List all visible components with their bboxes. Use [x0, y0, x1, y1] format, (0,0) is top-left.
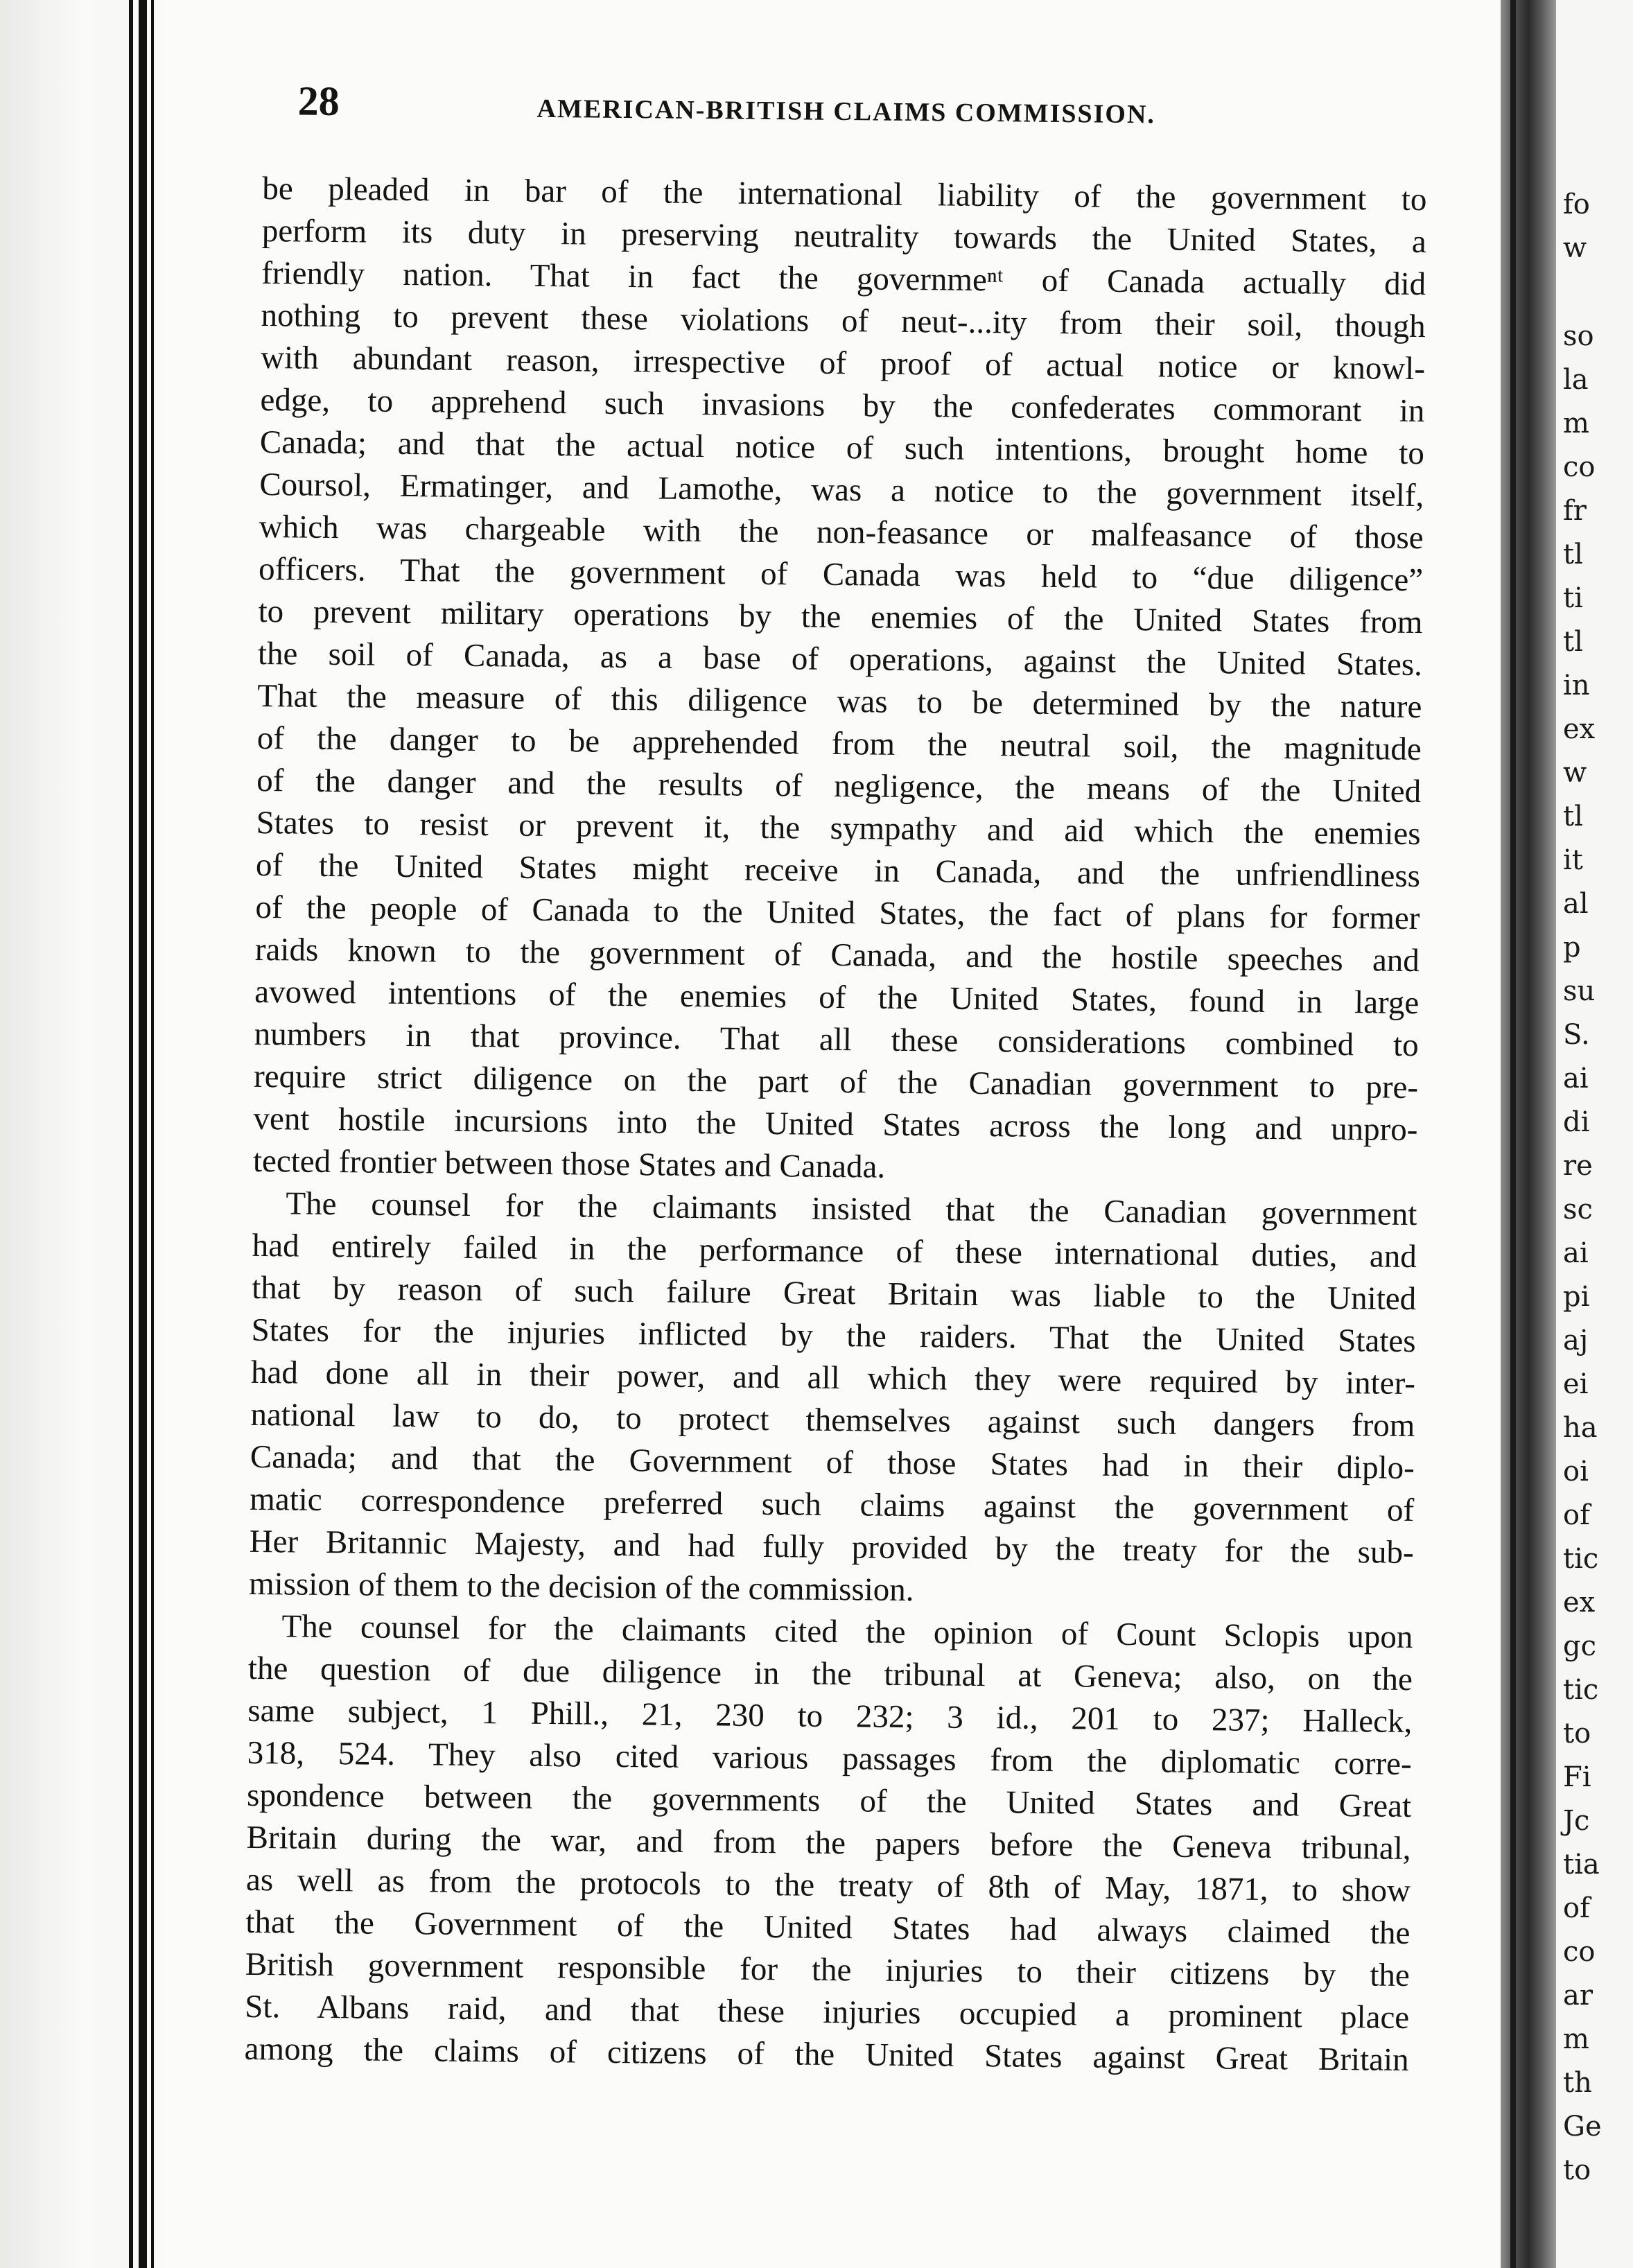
text-line: require strict diligence on the part of the Canadian government to pre- — [253, 1058, 1419, 1106]
running-title: AMERICAN-BRITISH CLAIMS COMMISSION. — [536, 94, 1156, 130]
facing-text-fragment: to — [1563, 1718, 1591, 1750]
text-line: to prevent military operations by the enemies of the United States from — [258, 593, 1423, 641]
facing-text-fragment: ti — [1563, 582, 1583, 614]
facing-text-fragment: gc — [1563, 1630, 1597, 1662]
facing-text-fragment: ex — [1563, 713, 1596, 745]
text-line: Britain during the war, and from the papers before the Geneva tribunal, — [246, 1819, 1411, 1867]
facing-text-fragment: re — [1563, 1150, 1593, 1182]
book-gutter — [1501, 0, 1556, 2268]
text-line: 318, 524. They also cited various passages from the diplomatic corre- — [247, 1734, 1412, 1783]
facing-text-fragment: of — [1563, 1892, 1590, 1924]
text-line: tected frontier between those States and Canada. — [252, 1142, 886, 1185]
text-line: of the people of Canada to the United States, the fact of plans for former — [255, 889, 1420, 937]
facing-text-fragment: aj — [1563, 1325, 1589, 1357]
text-line: be pleaded in bar of the international liability of the government to — [262, 170, 1427, 218]
gutter-shadow — [1510, 0, 1516, 2268]
text-line: St. Albans raid, and that these injuries occupied a prominent place — [245, 1988, 1410, 2036]
text-line: of the danger to be apprehended from the neutral soil, the magnitude — [256, 719, 1422, 768]
text-line: matic correspondence preferred such claims against the government of — [250, 1481, 1415, 1529]
text-line: same subject, 1 Phill., 21, 230 to 232; 3 id., 201 to 237; Halleck, — [247, 1692, 1413, 1741]
text-line: mission of them to the decision of the commission. — [248, 1565, 914, 1609]
text-line: that by reason of such failure Great Britain was liable to the United — [251, 1269, 1417, 1318]
page-number: 28 — [297, 78, 340, 125]
paragraph — [249, 1183, 1452, 1617]
facing-page-edge — [1556, 0, 1633, 2268]
facing-text-fragment: p — [1563, 932, 1581, 963]
facing-text-fragment: so — [1563, 320, 1594, 352]
text-line: numbers in that province. That all these considerations combined to — [254, 1015, 1419, 1064]
text-line: with abundant reason, irrespective of proof of actual notice or knowl- — [260, 339, 1426, 387]
facing-text-fragment: of — [1563, 1499, 1590, 1531]
body-text — [244, 168, 1461, 2082]
facing-text-fragment: tia — [1563, 1849, 1600, 1881]
facing-text-fragment: la — [1563, 364, 1589, 396]
facing-text-fragment: pi — [1563, 1281, 1590, 1313]
text-line: of the danger and the results of negligence, the means of the United — [256, 762, 1422, 810]
binding-rule — [129, 0, 133, 2268]
text-line: Canada; and that the actual notice of such intentions, brought home to — [259, 424, 1425, 472]
facing-text-fragment: fr — [1563, 495, 1587, 527]
facing-text-fragment: tic — [1563, 1543, 1599, 1575]
text-line: of the United States might receive in Canada, and the unfriendliness — [255, 846, 1421, 895]
facing-text-fragment: sc — [1563, 1194, 1593, 1225]
facing-text-fragment: tl — [1563, 801, 1583, 832]
left-binding-edge — [0, 0, 166, 2268]
facing-text-fragment: ar — [1563, 1980, 1593, 2012]
facing-text-fragment: co — [1563, 451, 1596, 483]
text-line: That the measure of this diligence was to be determined by the nature — [257, 677, 1422, 726]
text-line: Coursol, Ermatinger, and Lamothe, was a notice to the government itself, — [259, 466, 1424, 514]
text-line: as well as from the protocols to the treaty of 8th of May, 1871, to show — [245, 1861, 1411, 1910]
text-line: British government responsible for the injuries to their citizens by the — [245, 1946, 1411, 1994]
facing-text-fragment: oi — [1563, 1456, 1589, 1488]
text-line: nothing to prevent these violations of neut-...ity from their soil, though — [261, 297, 1426, 345]
facing-text-fragment: ei — [1563, 1368, 1589, 1400]
text-line: States to resist or prevent it, the sympathy and aid which the enemies — [256, 804, 1421, 853]
facing-text-fragment: al — [1563, 888, 1589, 920]
text-line: the soil of Canada, as a base of operations, against the United States. — [257, 635, 1423, 683]
facing-text-fragment: ha — [1563, 1412, 1598, 1444]
facing-text-fragment: Fi — [1563, 1761, 1591, 1793]
facing-text-fragment: m — [1563, 408, 1589, 439]
paragraph — [253, 168, 1462, 1194]
text-line: perform its duty in preserving neutrality towards the United States, a — [261, 212, 1427, 261]
text-line: The counsel for the claimants cited the opinion of Count Sclopis upon — [281, 1608, 1413, 1656]
text-line: Canada; and that the Government of those States had in their diplo- — [250, 1438, 1415, 1487]
facing-text-fragment: Ge — [1563, 2111, 1602, 2143]
running-header — [263, 76, 1462, 150]
facing-text-fragment: in — [1563, 670, 1590, 701]
text-line: had entirely failed in the performance of these international duties, and — [252, 1227, 1417, 1275]
text-line: that the Government of the United States had always claimed the — [245, 1903, 1411, 1952]
text-line: friendly nation. That in fact the governmeⁿᵗ of Canada actually did — [261, 254, 1426, 303]
facing-text-fragment: ai — [1563, 1237, 1589, 1269]
text-line: Her Britannic Majesty, and had fully provided by the treaty for the sub- — [249, 1523, 1414, 1571]
text-line: among the claims of citizens of the United States against Great Britain — [244, 2030, 1409, 2078]
facing-text-fragment: w — [1563, 232, 1587, 264]
facing-text-fragment: co — [1563, 1936, 1596, 1968]
facing-text-fragment: tl — [1563, 626, 1583, 658]
facing-text-fragment: w — [1563, 757, 1587, 789]
facing-text-fragment: ex — [1563, 1587, 1596, 1619]
text-line: vent hostile incursions into the United States across the long and unpro- — [253, 1100, 1418, 1149]
text-line: officers. That the government of Canada was held to “due diligence” — [258, 550, 1424, 599]
text-line: which was chargeable with the non-feasance or malfeasance of those — [259, 508, 1424, 557]
text-line: States for the injuries inflicted by the raiders. That the United States — [251, 1311, 1416, 1360]
binding-rule — [151, 0, 154, 2268]
facing-text-fragment: th — [1563, 2067, 1592, 2099]
book-page — [244, 76, 1462, 2082]
facing-text-fragment: to — [1563, 2154, 1591, 2186]
facing-text-fragment: ai — [1563, 1063, 1589, 1094]
binding-rule — [139, 0, 147, 2268]
text-line: edge, to apprehend such invasions by the confederates commorant in — [260, 381, 1425, 430]
facing-text-fragment: di — [1563, 1106, 1590, 1138]
facing-text-fragment: tic — [1563, 1674, 1599, 1706]
text-line: avowed intentions of the enemies of the United States, found in large — [254, 973, 1420, 1022]
text-line: the question of due diligence in the tribunal at Geneva; also, on the — [247, 1650, 1413, 1698]
facing-text-fragment: m — [1563, 2023, 1589, 2055]
text-line: had done all in their power, and all which they were required by inter- — [250, 1354, 1416, 1402]
facing-text-fragment: S. — [1563, 1019, 1590, 1051]
facing-text-fragment: tl — [1563, 539, 1583, 570]
text-line: national law to do, to protect themselves against such dangers from — [250, 1396, 1415, 1445]
text-line: spondence between the governments of the United States and Great — [246, 1777, 1412, 1825]
text-line: raids known to the government of Canada, and the hostile speeches and — [254, 931, 1420, 979]
paragraph — [244, 1605, 1447, 2082]
facing-text-fragment: fo — [1563, 189, 1590, 220]
text-line: The counsel for the claimants insisted that the Canadian government — [286, 1185, 1417, 1233]
facing-text-fragment: Jc — [1563, 1805, 1590, 1837]
facing-text-fragment: it — [1563, 844, 1583, 876]
facing-text-fragment: su — [1563, 975, 1596, 1007]
